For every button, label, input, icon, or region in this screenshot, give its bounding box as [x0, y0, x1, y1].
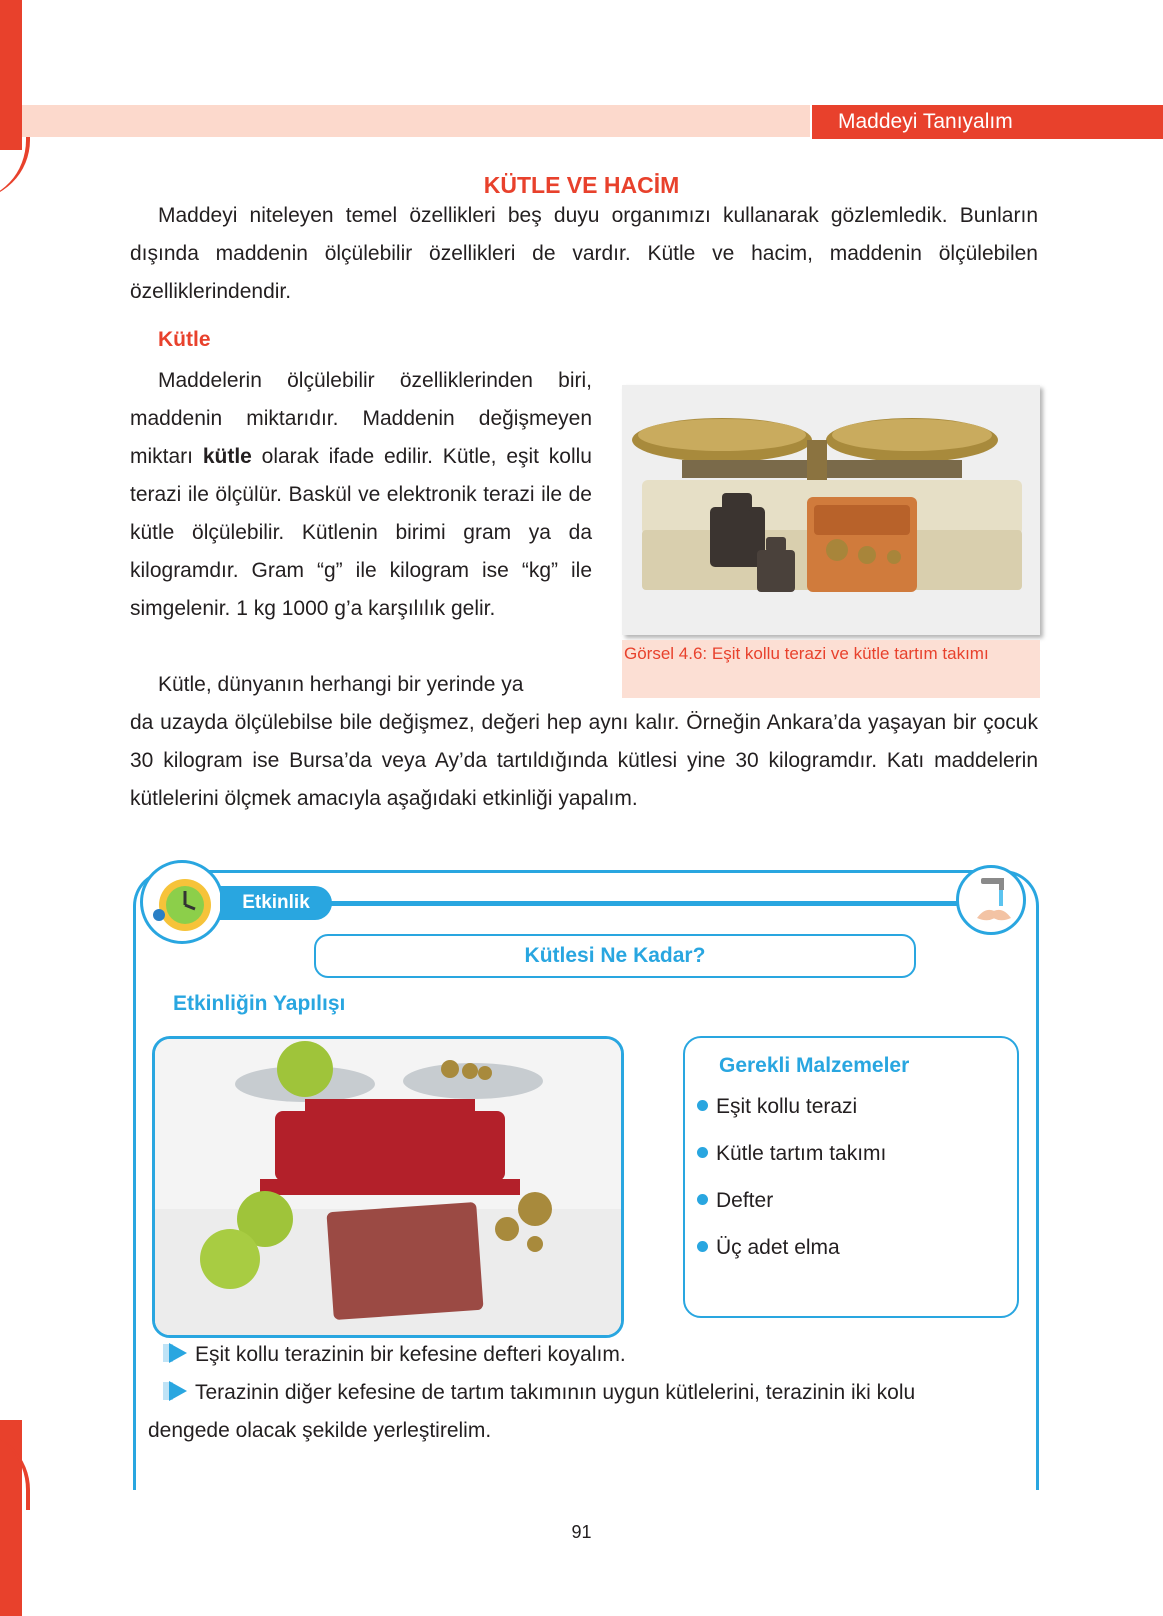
step-1 [163, 1336, 626, 1374]
material-label: Kütle tartım takımı [716, 1142, 887, 1165]
activity-label: Etkinlik [220, 886, 332, 920]
procedure-heading: Etkinliğin Yapılışı [173, 992, 346, 1015]
kutle-heading: Kütle [158, 328, 211, 351]
list-item [697, 1186, 886, 1233]
activity-header-line [250, 901, 970, 906]
activity-title: Kütlesi Ne Kadar? [314, 934, 916, 978]
clock-mascot-icon [140, 860, 224, 944]
kutle-term: kütle [202, 445, 252, 468]
handwash-icon [956, 865, 1026, 935]
material-label: Eşit kollu terazi [716, 1095, 858, 1118]
materials-box [683, 1036, 1019, 1318]
page-number: 91 [571, 1522, 592, 1542]
page-title: KÜTLE VE HACİM [483, 172, 680, 198]
kutle-paragraph-2-start: Kütle, dünyanın herhangi bir yerinde ya [158, 673, 524, 696]
list-item [697, 1233, 886, 1280]
play-arrow-icon [163, 1380, 189, 1402]
balance-photo [622, 385, 1040, 635]
materials-list [697, 1092, 886, 1280]
step-text: Eşit kollu terazinin bir kefesine defteri koyalım. [195, 1343, 626, 1366]
materials-heading: Gerekli Malzemeler [719, 1054, 910, 1077]
activity-photo [152, 1036, 624, 1338]
balance-illustration [622, 385, 1040, 635]
material-label: Defter [716, 1189, 774, 1212]
bullet-icon [697, 1100, 708, 1111]
material-label: Üç adet elma [716, 1236, 840, 1259]
kutle-text-b: olarak ifade edilir. Kütle, eşit kollu terazi ile ölçülür. Baskül ve elektronik terazi ile de kütle ölçülebilir. Kütlenin birimi gram ya da kilogramdır. Gram “g” ile kilogram ise “kg” ile simgelenir. 1 kg 1000 g’a karşılılık gelir. [130, 445, 592, 620]
intro-paragraph: Maddeyi niteleyen temel özellikleri beş duyu organımızı kullanarak gözlemledik. Bunların dışında maddenin ölçülebilir özellikleri de vardır. Kütle ve hacim, maddenin ölçülebilen özelliklerindendir. [130, 204, 1038, 303]
apples-scale-illustration [155, 1039, 621, 1335]
bullet-icon [697, 1194, 708, 1205]
kutle-text-a: Maddelerin ölçülebilir özelliklerinden biri, maddenin miktarıdır. Maddenin değişmeyen miktarı [130, 369, 592, 468]
play-arrow-icon [163, 1342, 189, 1364]
figure-caption: Görsel 4.6: Eşit kollu terazi ve kütle tartım takımı [622, 640, 1040, 698]
list-item [697, 1092, 886, 1139]
section-title: Maddeyi Tanıyalım [812, 105, 1163, 139]
bullet-icon [697, 1147, 708, 1158]
header-band [22, 105, 810, 137]
step-text: Terazinin diğer kefesine de tartım takımının uygun kütlelerini, terazinin iki kolu [195, 1381, 916, 1404]
step-2-continued: dengede olacak şekilde yerleştirelim. [148, 1419, 492, 1442]
step-2 [163, 1374, 915, 1412]
bullet-icon [697, 1241, 708, 1252]
kutle-paragraph-2-rest: da uzayda ölçülebilse bile değişmez, değeri hep aynı kalır. Örneğin Ankara’da yaşayan bir çocuk 30 kilogram ise Bursa’da veya Ay’da tartıldığında kütlesi yine 30 kilogramdır. Katı maddelerin kütlelerini ölçmek amacıyla aşağıdaki etkinliği yapalım. [130, 711, 1038, 810]
list-item [697, 1139, 886, 1186]
kutle-paragraph [130, 362, 592, 628]
